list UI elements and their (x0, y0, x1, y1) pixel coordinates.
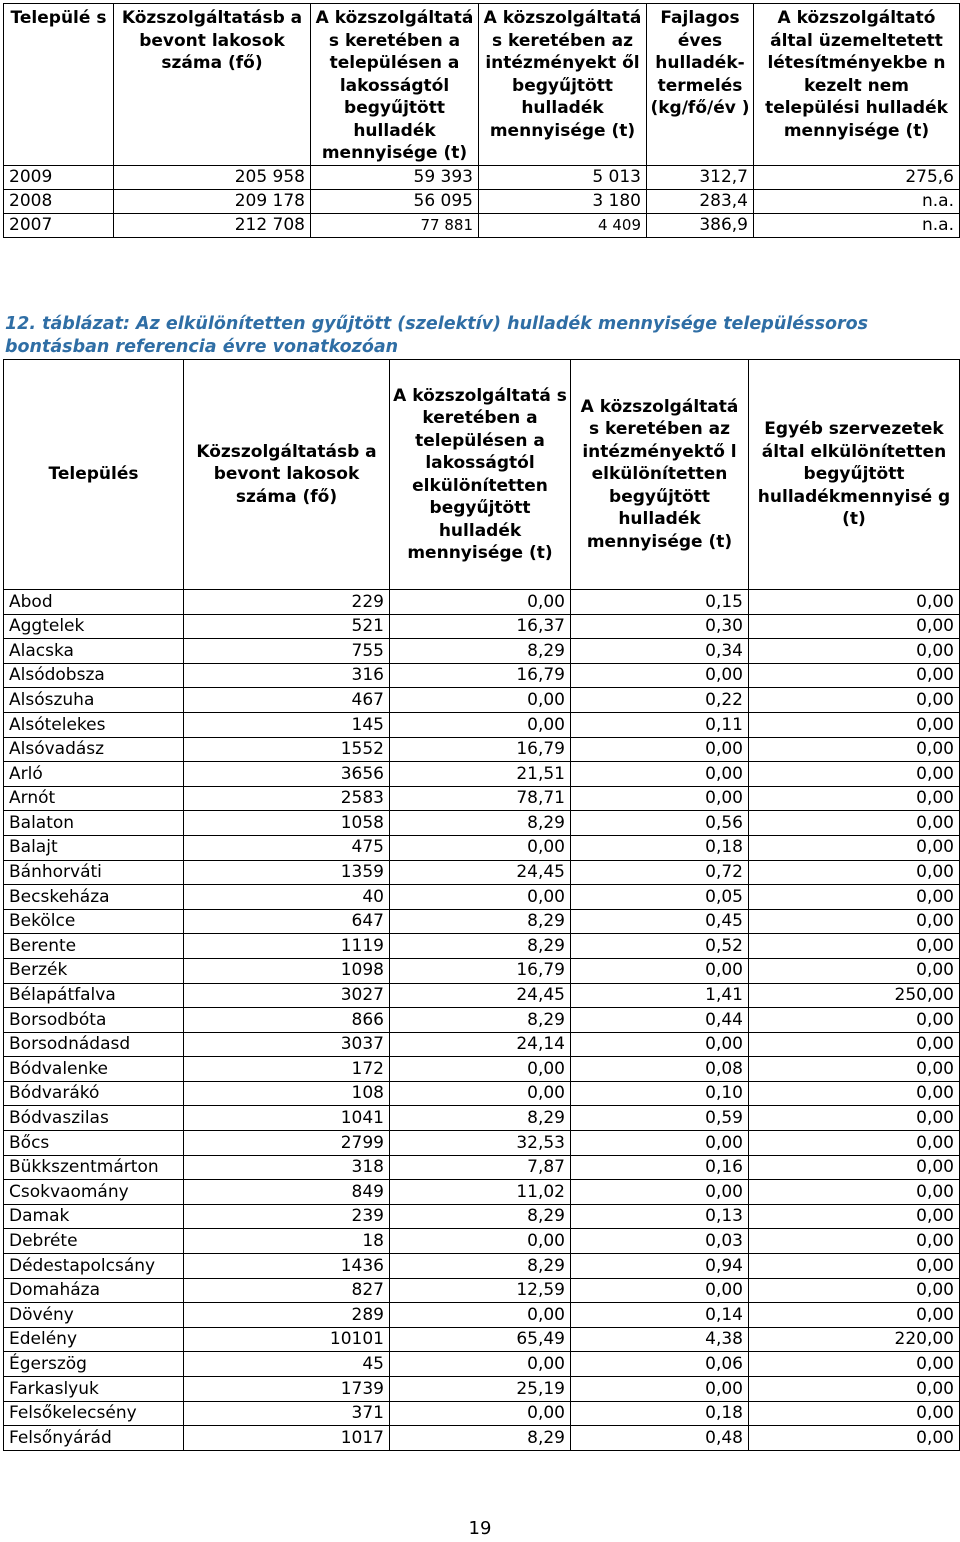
year-cell: 2008 (4, 189, 114, 213)
col-header-non-municipal-waste: A közszolgáltató által üzemeltetett létesítményekbe n kezelt nem települési hulladék mennyisége (t) (754, 4, 960, 166)
settlement-name-cell: Alsódobsza (4, 663, 184, 688)
value-cell: 3027 (184, 983, 390, 1008)
value-cell: 0,14 (571, 1303, 749, 1328)
value-cell: 0,05 (571, 885, 749, 910)
table-row (4, 958, 960, 983)
value-cell: 0,44 (571, 1008, 749, 1033)
settlement-name-cell: Arló (4, 762, 184, 787)
value-cell: 0,00 (390, 1081, 571, 1106)
value-cell: 0,00 (390, 835, 571, 860)
value-cell: 145 (184, 712, 390, 737)
settlement-name-cell: Bódvarákó (4, 1081, 184, 1106)
value-cell: 1119 (184, 934, 390, 959)
value-cell: 0,00 (749, 1254, 960, 1279)
table-row (4, 1327, 960, 1352)
settlement-name-cell: Felsőkelecsény (4, 1401, 184, 1426)
value-cell: 475 (184, 835, 390, 860)
table-row (4, 663, 960, 688)
summary-table (3, 3, 960, 238)
value-cell: 0,00 (749, 1180, 960, 1205)
value-cell: 8,29 (390, 639, 571, 664)
value-cell: 0,52 (571, 934, 749, 959)
value-cell: 0,00 (749, 958, 960, 983)
value-cell: 16,79 (390, 663, 571, 688)
value-cell: 0,00 (749, 1278, 960, 1303)
table-row (4, 590, 960, 615)
settlement-name-cell: Bőcs (4, 1131, 184, 1156)
value-cell: 866 (184, 1008, 390, 1033)
value-cell: 18 (184, 1229, 390, 1254)
value-cell: 0,59 (571, 1106, 749, 1131)
value-cell: 0,00 (571, 1278, 749, 1303)
table-row (4, 1131, 960, 1156)
value-cell: 289 (184, 1303, 390, 1328)
value-cell: 0,00 (571, 1377, 749, 1402)
table-row (4, 1303, 960, 1328)
settlement-name-cell: Felsőnyárád (4, 1426, 184, 1451)
value-cell: 0,00 (749, 835, 960, 860)
value-cell: 1436 (184, 1254, 390, 1279)
settlement-name-cell: Dövény (4, 1303, 184, 1328)
value-cell: 65,49 (390, 1327, 571, 1352)
value-cell: 2583 (184, 786, 390, 811)
value-cell: 0,00 (749, 909, 960, 934)
value-cell: 0,00 (749, 786, 960, 811)
table-row (4, 1155, 960, 1180)
settlement-name-cell: Domaháza (4, 1278, 184, 1303)
value-cell: 0,30 (571, 614, 749, 639)
value-cell: 0,00 (749, 1131, 960, 1156)
value-cell: 1098 (184, 958, 390, 983)
value-cell: 0,00 (749, 1229, 960, 1254)
value-cell: 647 (184, 909, 390, 934)
value-cell: 0,00 (390, 712, 571, 737)
value-cell: 24,45 (390, 983, 571, 1008)
value-cell: 0,18 (571, 1401, 749, 1426)
value-cell: 0,00 (390, 885, 571, 910)
value-cell: 0,13 (571, 1204, 749, 1229)
value-cell: 0,00 (571, 786, 749, 811)
settlement-name-cell: Bódvaszilas (4, 1106, 184, 1131)
settlement-name-cell: Abod (4, 590, 184, 615)
value-cell: 0,00 (749, 614, 960, 639)
value-cell: 2799 (184, 1131, 390, 1156)
settlement-name-cell: Balajt (4, 835, 184, 860)
col-header-other-organizations: Egyéb szervezetek által elkülönítetten begyűjtött hulladékmennyisé g (t) (749, 360, 960, 590)
settlement-name-cell: Edelény (4, 1327, 184, 1352)
col-header-population: Közszolgáltatásb a bevont lakosok száma (fő) (114, 4, 311, 166)
table-row (4, 1352, 960, 1377)
table-row (4, 1057, 960, 1082)
value-cell: n.a. (754, 213, 960, 237)
settlement-name-cell: Berente (4, 934, 184, 959)
value-cell: 16,79 (390, 958, 571, 983)
settlement-name-cell: Damak (4, 1204, 184, 1229)
table-row (4, 165, 960, 189)
table-row (4, 639, 960, 664)
value-cell: 467 (184, 688, 390, 713)
value-cell: 12,59 (390, 1278, 571, 1303)
value-cell: 0,00 (749, 1155, 960, 1180)
value-cell: 40 (184, 885, 390, 910)
table-row (4, 1377, 960, 1402)
settlement-name-cell: Alsószuha (4, 688, 184, 713)
value-cell: 8,29 (390, 1106, 571, 1131)
table-row (4, 688, 960, 713)
value-cell: 0,00 (749, 688, 960, 713)
table-row (4, 1254, 960, 1279)
settlement-name-cell: Aggtelek (4, 614, 184, 639)
year-cell: 2009 (4, 165, 114, 189)
value-cell: 0,00 (390, 1352, 571, 1377)
value-cell: 0,00 (749, 885, 960, 910)
value-cell: 0,00 (749, 1057, 960, 1082)
value-cell: 7,87 (390, 1155, 571, 1180)
settlement-name-cell: Bélapátfalva (4, 983, 184, 1008)
value-cell: 1359 (184, 860, 390, 885)
value-cell: 0,00 (749, 590, 960, 615)
value-cell: 0,45 (571, 909, 749, 934)
value-cell: 0,48 (571, 1426, 749, 1451)
value-cell: 0,00 (749, 1352, 960, 1377)
table-row (4, 909, 960, 934)
table-row (4, 811, 960, 836)
value-cell: 0,11 (571, 712, 749, 737)
value-cell: 16,37 (390, 614, 571, 639)
value-cell: 4 409 (479, 213, 647, 237)
table-row (4, 712, 960, 737)
value-cell: 312,7 (647, 165, 754, 189)
value-cell: 108 (184, 1081, 390, 1106)
value-cell: 0,10 (571, 1081, 749, 1106)
settlement-name-cell: Becskeháza (4, 885, 184, 910)
value-cell: 0,15 (571, 590, 749, 615)
value-cell: 0,00 (390, 1303, 571, 1328)
table-row (4, 1180, 960, 1205)
value-cell: 8,29 (390, 811, 571, 836)
value-cell: 0,00 (749, 811, 960, 836)
value-cell: 3 180 (479, 189, 647, 213)
value-cell: 0,00 (571, 762, 749, 787)
value-cell: 172 (184, 1057, 390, 1082)
value-cell: 0,00 (571, 737, 749, 762)
table-row (4, 1008, 960, 1033)
value-cell: 0,00 (390, 590, 571, 615)
value-cell: 275,6 (754, 165, 960, 189)
value-cell: 0,00 (390, 1229, 571, 1254)
value-cell: 11,02 (390, 1180, 571, 1205)
value-cell: 8,29 (390, 934, 571, 959)
value-cell: 16,79 (390, 737, 571, 762)
value-cell: 0,34 (571, 639, 749, 664)
table-row (4, 1032, 960, 1057)
value-cell: 0,00 (749, 860, 960, 885)
value-cell: 0,00 (571, 663, 749, 688)
table-row (4, 860, 960, 885)
value-cell: 25,19 (390, 1377, 571, 1402)
settlement-name-cell: Bánhorváti (4, 860, 184, 885)
value-cell: 0,72 (571, 860, 749, 885)
value-cell: 318 (184, 1155, 390, 1180)
value-cell: 0,00 (749, 1426, 960, 1451)
settlement-name-cell: Bükkszentmárton (4, 1155, 184, 1180)
value-cell: 0,00 (390, 1401, 571, 1426)
value-cell: 0,00 (749, 934, 960, 959)
table-row (4, 1081, 960, 1106)
table-row (4, 934, 960, 959)
value-cell: 56 095 (311, 189, 479, 213)
table-row (4, 213, 960, 237)
value-cell: 0,00 (749, 1401, 960, 1426)
value-cell: 0,16 (571, 1155, 749, 1180)
value-cell: 0,00 (749, 712, 960, 737)
table-row (4, 786, 960, 811)
settlement-name-cell: Csokvaomány (4, 1180, 184, 1205)
value-cell: 0,22 (571, 688, 749, 713)
table-row (4, 885, 960, 910)
selective-table-header-row (4, 360, 960, 590)
value-cell: 0,56 (571, 811, 749, 836)
value-cell: 209 178 (114, 189, 311, 213)
col-header-institutional-waste: A közszolgáltatá s keretében az intézményekt ől begyűjtött hulladék mennyisége (t) (479, 4, 647, 166)
settlement-name-cell: Dédestapolcsány (4, 1254, 184, 1279)
value-cell: n.a. (754, 189, 960, 213)
value-cell: 24,45 (390, 860, 571, 885)
value-cell: 0,00 (571, 1180, 749, 1205)
value-cell: 1552 (184, 737, 390, 762)
settlement-name-cell: Balaton (4, 811, 184, 836)
value-cell: 0,08 (571, 1057, 749, 1082)
value-cell: 0,94 (571, 1254, 749, 1279)
settlement-name-cell: Bódvalenke (4, 1057, 184, 1082)
value-cell: 8,29 (390, 909, 571, 934)
value-cell: 250,00 (749, 983, 960, 1008)
value-cell: 0,03 (571, 1229, 749, 1254)
value-cell: 10101 (184, 1327, 390, 1352)
table-caption: 12. táblázat: Az elkülönítetten gyűjtött (szelektív) hulladék mennyisége településsoros bontásban referencia évre vonatkozóan (5, 314, 869, 357)
value-cell: 0,00 (571, 1131, 749, 1156)
value-cell: 371 (184, 1401, 390, 1426)
settlement-name-cell: Farkaslyuk (4, 1377, 184, 1402)
value-cell: 849 (184, 1180, 390, 1205)
summary-table-header-row (4, 4, 960, 166)
value-cell: 0,00 (749, 1106, 960, 1131)
value-cell: 59 393 (311, 165, 479, 189)
settlement-name-cell: Alsótelekes (4, 712, 184, 737)
settlement-name-cell: Borsodbóta (4, 1008, 184, 1033)
value-cell: 8,29 (390, 1204, 571, 1229)
value-cell: 4,38 (571, 1327, 749, 1352)
value-cell: 0,06 (571, 1352, 749, 1377)
value-cell: 0,00 (749, 639, 960, 664)
value-cell: 8,29 (390, 1008, 571, 1033)
settlement-name-cell: Égerszög (4, 1352, 184, 1377)
table-row (4, 983, 960, 1008)
value-cell: 45 (184, 1352, 390, 1377)
value-cell: 0,00 (749, 762, 960, 787)
table-row (4, 1426, 960, 1451)
value-cell: 78,71 (390, 786, 571, 811)
page-number: 19 (468, 1518, 492, 1539)
table-row (4, 189, 960, 213)
table-row (4, 835, 960, 860)
value-cell: 1017 (184, 1426, 390, 1451)
settlement-name-cell: Arnót (4, 786, 184, 811)
col-header-year: Települé s (4, 4, 114, 166)
settlement-name-cell: Alsóvadász (4, 737, 184, 762)
selective-waste-table (3, 359, 960, 1451)
value-cell: 386,9 (647, 213, 754, 237)
value-cell: 0,00 (749, 1204, 960, 1229)
table-row (4, 1401, 960, 1426)
value-cell: 827 (184, 1278, 390, 1303)
value-cell: 212 708 (114, 213, 311, 237)
settlement-name-cell: Alacska (4, 639, 184, 664)
value-cell: 0,00 (749, 1032, 960, 1057)
col-header-settlement: Település (4, 360, 184, 590)
value-cell: 21,51 (390, 762, 571, 787)
value-cell: 3037 (184, 1032, 390, 1057)
value-cell: 3656 (184, 762, 390, 787)
value-cell: 220,00 (749, 1327, 960, 1352)
value-cell: 0,00 (390, 1057, 571, 1082)
col-header-residential-selective: A közszolgáltatá s keretében a településen a lakosságtól elkülönítetten begyűjtött hulladék mennyisége (t) (390, 360, 571, 590)
value-cell: 0,00 (749, 1081, 960, 1106)
value-cell: 8,29 (390, 1254, 571, 1279)
settlement-name-cell: Borsodnádasd (4, 1032, 184, 1057)
value-cell: 229 (184, 590, 390, 615)
table-row (4, 614, 960, 639)
settlement-name-cell: Berzék (4, 958, 184, 983)
col-header-per-capita-waste: Fajlagos éves hulladék- termelés (kg/fő/év ) (647, 4, 754, 166)
value-cell: 239 (184, 1204, 390, 1229)
settlement-name-cell: Debréte (4, 1229, 184, 1254)
value-cell: 521 (184, 614, 390, 639)
value-cell: 1041 (184, 1106, 390, 1131)
value-cell: 0,00 (571, 1032, 749, 1057)
value-cell: 0,00 (749, 663, 960, 688)
value-cell: 755 (184, 639, 390, 664)
settlement-name-cell: Bekölce (4, 909, 184, 934)
value-cell: 205 958 (114, 165, 311, 189)
value-cell: 316 (184, 663, 390, 688)
col-header-population: Közszolgáltatásb a bevont lakosok száma (fő) (184, 360, 390, 590)
table-row (4, 1229, 960, 1254)
value-cell: 1739 (184, 1377, 390, 1402)
value-cell: 0,00 (390, 688, 571, 713)
value-cell: 0,00 (749, 1008, 960, 1033)
value-cell: 1058 (184, 811, 390, 836)
value-cell: 0,18 (571, 835, 749, 860)
value-cell: 0,00 (749, 1377, 960, 1402)
col-header-institutional-selective: A közszolgáltatá s keretében az intézményektő l elkülönítetten begyűjtött hulladék mennyisége (t) (571, 360, 749, 590)
value-cell: 0,00 (749, 1303, 960, 1328)
value-cell: 1,41 (571, 983, 749, 1008)
value-cell: 5 013 (479, 165, 647, 189)
value-cell: 77 881 (311, 213, 479, 237)
value-cell: 0,00 (571, 958, 749, 983)
value-cell: 283,4 (647, 189, 754, 213)
table-row (4, 762, 960, 787)
table-row (4, 1204, 960, 1229)
value-cell: 32,53 (390, 1131, 571, 1156)
col-header-residential-waste: A közszolgáltatá s keretében a településen a lakosságtól begyűjtött hulladék mennyisége (t) (311, 4, 479, 166)
value-cell: 24,14 (390, 1032, 571, 1057)
table-row (4, 1278, 960, 1303)
value-cell: 8,29 (390, 1426, 571, 1451)
value-cell: 0,00 (749, 737, 960, 762)
year-cell: 2007 (4, 213, 114, 237)
table-row (4, 1106, 960, 1131)
table-row (4, 737, 960, 762)
